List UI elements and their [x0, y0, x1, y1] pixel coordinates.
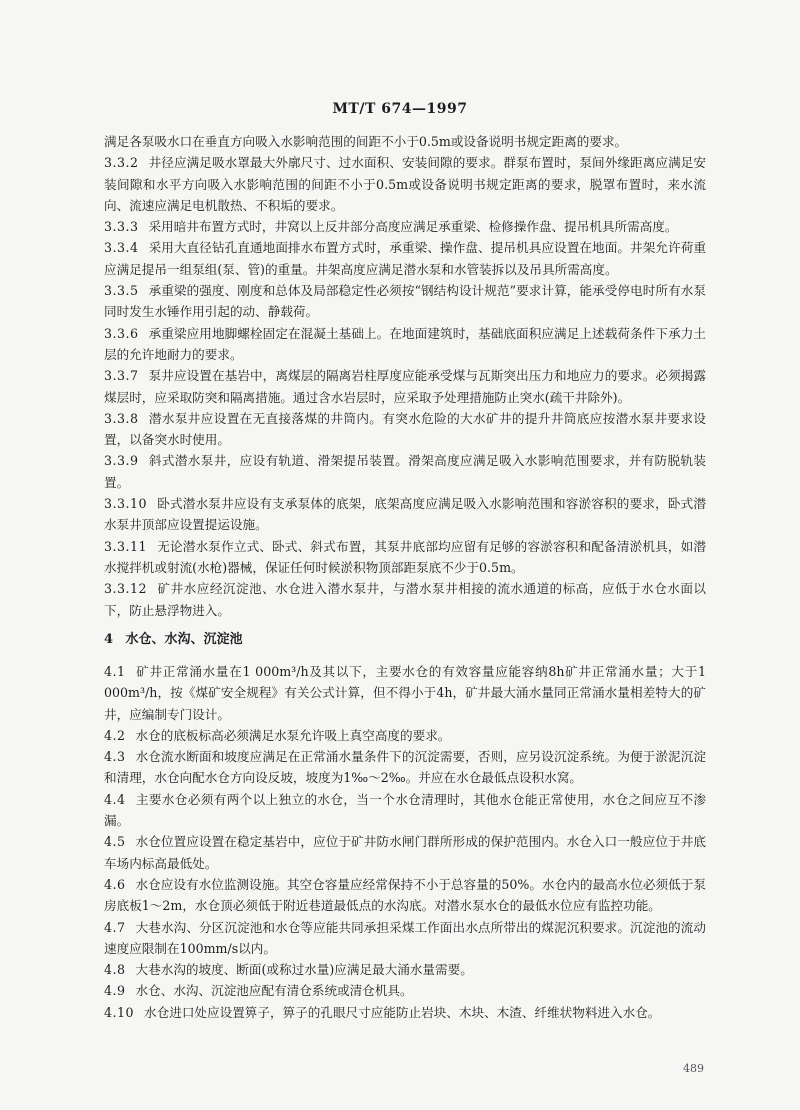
clause-paragraph	[104, 980, 706, 1001]
clause-paragraph	[104, 216, 706, 237]
clause-number: 4.10	[104, 1004, 135, 1020]
clause-paragraph	[104, 1002, 706, 1023]
clause-number: 3.3.8	[104, 410, 139, 426]
clause-number: 3.3.4	[104, 240, 139, 256]
clause-number: 4.3	[104, 749, 126, 765]
clause-text: 采用大直径钻孔直通地面排水布置方式时，承重梁、操作盘、提吊机具应设置在地面。井架允许荷重应满足提吊一组泵组(泵、管)的重量。井架高度应满足潜水泵和水管装拆以及吊具所需高度。	[104, 240, 706, 277]
clause-number: 3.3.9	[104, 453, 139, 469]
clause-number: 4.4	[104, 791, 126, 807]
clause-text: 水仓进口处应设置箅子，箅子的孔眼尺寸应能防止岩块、木块、木渣、纤维状物料进入水仓。	[144, 1004, 661, 1020]
clause-text: 井径应满足吸水罩最大外廓尺寸、过水面积、安装间隙的要求。群泵布置时，泵间外缘距离应满足安装间隙和水平方向吸入水影响范围的间距不小于0.5m或设备说明书规定距离的要求，脱罩布置时，来水流向、流速应满足电机散热、不积垢的要求。	[104, 155, 706, 213]
clause-paragraph	[104, 323, 706, 366]
clause-text: 承重梁的强度、刚度和总体及局部稳定性必须按“钢结构设计规范”要求计算，能承受停电时所有水泵同时发生水锤作用引起的动、静载荷。	[104, 283, 706, 320]
clause-paragraph	[104, 725, 706, 746]
clause-number: 4.8	[104, 962, 126, 978]
clause-text: 水仓流水断面和坡度应满足在正常涌水量条件下的沉淀需要，否则，应另设沉淀系统。为便于淤泥沉淀和清理，水仓向配水仓方向设反坡，坡度为1‰～2‰。并应在水仓最低点设积水窝。	[104, 749, 706, 786]
clause-text: 水仓位置应设置在稳定基岩中，应位于矿井防水闸门群所形成的保护范围内。水仓入口一般应位于井底车场内标高最低处。	[104, 834, 706, 871]
clause-text: 无论潜水泵作立式、卧式、斜式布置，其泵井底部均应留有足够的容淤容积和配备清淤机具，如潜水搅拌机或射流(水枪)器械，保证任何时候淤积物顶部距泵底不少于0.5m。	[104, 538, 706, 575]
clause-number: 3.3.7	[104, 368, 139, 384]
clause-paragraph	[104, 874, 706, 917]
clause-text: 水仓的底板标高必须满足水泵允许吸上真空高度的要求。	[135, 727, 451, 743]
clause-number: 4.9	[104, 983, 126, 999]
clause-number: 3.3.10	[104, 496, 148, 512]
clause-number: 3.3.2	[104, 155, 139, 171]
clause-number: 4.1	[104, 664, 126, 679]
standard-header: MT/T 674—1997	[332, 101, 468, 117]
clause-paragraph	[104, 746, 706, 789]
clause-paragraph	[104, 917, 706, 960]
clause-number: 3.3.11	[104, 538, 148, 554]
clause-paragraph	[104, 131, 706, 152]
clause-paragraph	[104, 408, 706, 451]
clause-paragraph	[104, 789, 706, 832]
section-4-heading	[104, 628, 243, 647]
clause-text: 泵井应设置在基岩中，离煤层的隔离岩柱厚度应能承受煤与瓦斯突出压力和地应力的要求。必须揭露煤层时，应采取防突和隔离措施。通过含水岩层时，应采取予处理措施防止突水(疏干井除外)。	[104, 368, 706, 405]
clause-paragraph	[104, 578, 706, 621]
clause-paragraph	[104, 493, 706, 536]
clause-text: 斜式潜水泵井，应设有轨道、滑架提吊装置。滑架高度应满足吸入水影响范围要求，并有防脱轨装置。	[104, 453, 706, 490]
clause-number: 3.3.6	[104, 325, 139, 341]
page-number: 489	[683, 1062, 704, 1075]
clause-number: 4.5	[104, 834, 126, 850]
section-number: 4	[104, 632, 114, 647]
clause-paragraph	[104, 237, 706, 280]
clause-number: 3.3.12	[104, 581, 148, 597]
clause-paragraph	[104, 152, 706, 216]
clause-text: 水仓、水沟、沉淀池应配有清仓系统或清仓机具。	[135, 983, 413, 999]
clause-number: 3.3.3	[104, 219, 139, 235]
clause-paragraph	[104, 450, 706, 493]
clause-text: 潜水泵井应设置在无直接落煤的井筒内。有突水危险的大水矿井的提升井筒底应按潜水泵井要求设置，以备突水时使用。	[104, 410, 706, 448]
clause-text: 矿井正常涌水量在1 000m³/h及其以下，主要水仓的有效容量应能容纳8h矿井正常涌水量；大于1 000m³/h，按《煤矿安全规程》有关公式计算，但不得小于4h，矿井最大涌水量同正常涌水量相差特大的矿井，应编制专门设计。	[104, 664, 706, 722]
clause-number: 3.3.5	[104, 283, 139, 299]
clause-text: 水仓应设有水位监测设施。其空仓容量应经常保持不小于总容量的50%。水仓内的最高水位必须低于泵房底板1～2m，水仓顶必须低于附近巷道最低点的水沟底。对潜水泵水仓的最低水位应有监控功能。	[104, 876, 706, 914]
clause-text: 矿井水应经沉淀池、水仓进入潜水泵井，与潜水泵井相接的流水通道的标高，应低于水仓水面以下，防止悬浮物进入。	[104, 581, 706, 618]
clause-text: 主要水仓必须有两个以上独立的水仓，当一个水仓清理时，其他水仓能正常使用，水仓之间应互不渗漏。	[104, 791, 706, 829]
clause-text: 大巷水沟的坡度、断面(或称过水量)应满足最大涌水量需要。	[135, 962, 473, 978]
section-title: 水仓、水沟、沉淀池	[125, 632, 243, 647]
clause-paragraph	[104, 536, 706, 579]
clause-paragraph	[104, 280, 706, 323]
clause-paragraph	[104, 365, 706, 408]
clause-number: 4.7	[104, 919, 126, 935]
clause-text: 卧式潜水泵井应设有支承泵体的底架，底架高度应满足吸入水影响范围和容淤容积的要求，卧式潜水泵井顶部应设置提运设施。	[104, 496, 706, 533]
clause-paragraph	[104, 831, 706, 874]
clause-number: 4.2	[104, 727, 126, 743]
clause-paragraph	[104, 959, 706, 980]
section-4-body	[104, 661, 706, 1023]
section-3-body	[104, 131, 706, 621]
clause-text: 采用暗井布置方式时，井窝以上反井部分高度应满足承重梁、检修操作盘、提吊机具所需高度。	[148, 219, 678, 235]
clause-paragraph	[104, 661, 706, 725]
clause-number: 4.6	[104, 876, 126, 892]
clause-text: 承重梁应用地脚螺栓固定在混凝土基础上。在地面建筑时，基础底面积应满足上述载荷条件下承力土层的允许地耐力的要求。	[104, 325, 706, 362]
clause-text: 大巷水沟、分区沉淀池和水仓等应能共同承担采煤工作面出水点所带出的煤泥沉积要求。沉淀池的流动速度应限制在100mm/s以内。	[104, 919, 706, 956]
clause-text: 满足各泵吸水口在垂直方向吸入水影响范围的间距不小于0.5m或设备说明书规定距离的要求。	[104, 134, 628, 149]
